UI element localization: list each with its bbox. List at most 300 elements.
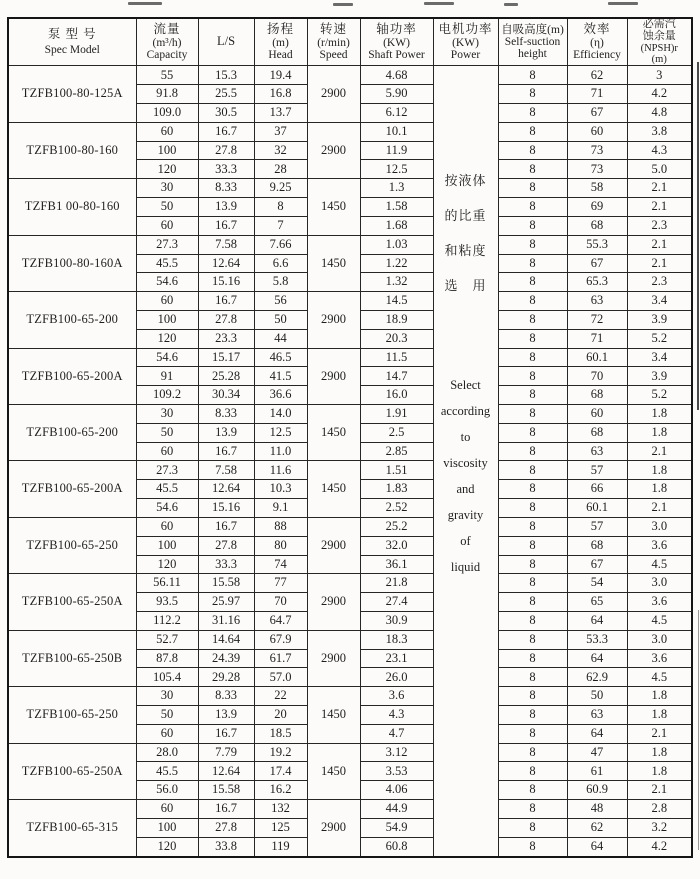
shaft-power-cell: 1.91 <box>360 405 433 424</box>
efficiency-cell: 68 <box>567 216 627 235</box>
header-speed-en: Speed <box>319 48 348 61</box>
header-suction-zh: 自吸高度(m) <box>501 23 564 36</box>
table-header <box>8 18 692 66</box>
self-suction-cell: 8 <box>498 593 567 612</box>
capacity-cell: 100 <box>136 818 198 837</box>
head-cell: 77 <box>254 574 307 593</box>
efficiency-cell: 47 <box>567 743 627 762</box>
head-cell: 8 <box>254 198 307 217</box>
npsh-cell: 1.8 <box>627 762 692 781</box>
ls-cell: 31.16 <box>198 611 254 630</box>
ls-cell: 16.7 <box>198 724 254 743</box>
npsh-cell: 5.2 <box>627 329 692 348</box>
capacity-cell: 100 <box>136 536 198 555</box>
head-cell: 41.5 <box>254 367 307 386</box>
capacity-cell: 54.6 <box>136 273 198 292</box>
shaft-power-cell: 6.12 <box>360 104 433 123</box>
npsh-cell: 4.2 <box>627 85 692 104</box>
ls-cell: 15.16 <box>198 499 254 518</box>
shaft-power-cell: 36.1 <box>360 555 433 574</box>
efficiency-cell: 72 <box>567 310 627 329</box>
model-cell: TZFB1 00-80-160 <box>8 179 136 235</box>
ls-cell: 15.3 <box>198 66 254 85</box>
efficiency-cell: 64 <box>567 724 627 743</box>
spec-row <box>8 800 692 819</box>
ls-cell: 8.33 <box>198 405 254 424</box>
model-cell: TZFB100-65-200A <box>8 461 136 517</box>
efficiency-cell: 60 <box>567 405 627 424</box>
speed-cell: 1450 <box>307 687 360 743</box>
head-cell: 20 <box>254 706 307 725</box>
head-cell: 17.4 <box>254 762 307 781</box>
spec-row <box>8 405 692 424</box>
head-cell: 37 <box>254 122 307 141</box>
efficiency-cell: 55.3 <box>567 235 627 254</box>
ls-cell: 12.64 <box>198 480 254 499</box>
ls-cell: 27.8 <box>198 536 254 555</box>
efficiency-cell: 57 <box>567 461 627 480</box>
header-motor-en: Power <box>450 48 481 61</box>
col-header-efficiency <box>567 18 627 66</box>
head-cell: 14.0 <box>254 405 307 424</box>
model-cell: TZFB100-65-250 <box>8 687 136 743</box>
efficiency-cell: 73 <box>567 141 627 160</box>
shaft-power-cell: 20.3 <box>360 329 433 348</box>
efficiency-cell: 71 <box>567 85 627 104</box>
ls-cell: 27.8 <box>198 141 254 160</box>
model-cell: TZFB100-65-200 <box>8 405 136 461</box>
pump-spec-table <box>7 17 693 858</box>
shaft-power-cell: 2.85 <box>360 442 433 461</box>
header-model-zh: 泵 型 号 <box>47 27 97 42</box>
efficiency-cell: 60 <box>567 122 627 141</box>
capacity-cell: 87.8 <box>136 649 198 668</box>
ls-cell: 33.8 <box>198 837 254 857</box>
header-speed-zh: 转速 <box>319 22 347 37</box>
header-model-en: Spec Model <box>44 43 100 56</box>
shaft-power-cell: 32.0 <box>360 536 433 555</box>
self-suction-cell: 8 <box>498 104 567 123</box>
note-line-zh: 按液体 <box>444 172 487 188</box>
shaft-power-cell: 1.3 <box>360 179 433 198</box>
capacity-cell: 60 <box>136 122 198 141</box>
shaft-power-cell: 1.32 <box>360 273 433 292</box>
note-line-zh: 选 用 <box>444 277 487 293</box>
model-cell: TZFB100-65-315 <box>8 800 136 857</box>
shaft-power-cell: 2.5 <box>360 423 433 442</box>
header-eff-zh: 效率 <box>583 22 611 37</box>
head-cell: 19.4 <box>254 66 307 85</box>
ls-cell: 15.16 <box>198 273 254 292</box>
header-head-en: Head <box>268 48 293 61</box>
head-cell: 64.7 <box>254 611 307 630</box>
efficiency-cell: 68 <box>567 536 627 555</box>
header-npsh-zh1: 必需汽 <box>642 18 676 30</box>
header-suction-en2: height <box>518 48 547 61</box>
head-cell: 6.6 <box>254 254 307 273</box>
col-header-self-suction <box>498 18 567 66</box>
npsh-cell: 3.0 <box>627 630 692 649</box>
ls-cell: 16.7 <box>198 216 254 235</box>
shaft-power-cell: 14.7 <box>360 367 433 386</box>
spec-row <box>8 461 692 480</box>
self-suction-cell: 8 <box>498 386 567 405</box>
self-suction-cell: 8 <box>498 800 567 819</box>
capacity-cell: 45.5 <box>136 762 198 781</box>
self-suction-cell: 8 <box>498 348 567 367</box>
ls-cell: 8.33 <box>198 179 254 198</box>
shaft-power-cell: 1.83 <box>360 480 433 499</box>
capacity-cell: 109.2 <box>136 386 198 405</box>
self-suction-cell: 8 <box>498 273 567 292</box>
spec-row <box>8 235 692 254</box>
note-line-en: Select <box>450 377 481 392</box>
spec-row <box>8 687 692 706</box>
npsh-cell: 1.8 <box>627 423 692 442</box>
ls-cell: 13.9 <box>198 423 254 442</box>
shaft-power-cell: 27.4 <box>360 593 433 612</box>
npsh-cell: 1.8 <box>627 405 692 424</box>
shaft-power-cell: 1.58 <box>360 198 433 217</box>
npsh-cell: 4.8 <box>627 104 692 123</box>
npsh-cell: 4.5 <box>627 555 692 574</box>
npsh-cell: 2.1 <box>627 254 692 273</box>
self-suction-cell: 8 <box>498 442 567 461</box>
npsh-cell: 1.8 <box>627 706 692 725</box>
header-head-unit: (m) <box>272 36 289 49</box>
shaft-power-cell: 1.51 <box>360 461 433 480</box>
capacity-cell: 100 <box>136 310 198 329</box>
npsh-cell: 3.0 <box>627 574 692 593</box>
capacity-cell: 45.5 <box>136 480 198 499</box>
speed-cell: 1450 <box>307 743 360 799</box>
model-cell: TZFB100-65-250A <box>8 574 136 630</box>
spec-row <box>8 743 692 762</box>
shaft-power-cell: 30.9 <box>360 611 433 630</box>
efficiency-cell: 53.3 <box>567 630 627 649</box>
note-en-block <box>434 372 498 580</box>
header-motor-zh: 电机功率 <box>438 22 493 37</box>
efficiency-cell: 63 <box>567 442 627 461</box>
head-cell: 10.3 <box>254 480 307 499</box>
head-cell: 74 <box>254 555 307 574</box>
model-cell: TZFB100-65-250A <box>8 743 136 799</box>
self-suction-cell: 8 <box>498 85 567 104</box>
header-capacity-en: Capacity <box>146 48 188 61</box>
head-cell: 19.2 <box>254 743 307 762</box>
note-line-zh: 的比重 <box>444 207 487 223</box>
header-motor-unit: (KW) <box>452 36 479 49</box>
capacity-cell: 93.5 <box>136 593 198 612</box>
efficiency-cell: 62 <box>567 66 627 85</box>
ls-cell: 16.7 <box>198 517 254 536</box>
shaft-power-cell: 14.5 <box>360 292 433 311</box>
spec-row <box>8 292 692 311</box>
capacity-cell: 60 <box>136 517 198 536</box>
head-cell: 56 <box>254 292 307 311</box>
model-cell: TZFB100-80-160 <box>8 122 136 178</box>
head-cell: 50 <box>254 310 307 329</box>
npsh-cell: 2.1 <box>627 442 692 461</box>
speed-cell: 1450 <box>307 179 360 235</box>
efficiency-cell: 57 <box>567 517 627 536</box>
shaft-power-cell: 18.9 <box>360 310 433 329</box>
spec-row <box>8 630 692 649</box>
efficiency-cell: 60.9 <box>567 781 627 800</box>
npsh-cell: 1.8 <box>627 743 692 762</box>
npsh-cell: 3.4 <box>627 348 692 367</box>
capacity-cell: 50 <box>136 706 198 725</box>
head-cell: 80 <box>254 536 307 555</box>
npsh-cell: 5.2 <box>627 386 692 405</box>
capacity-cell: 120 <box>136 837 198 857</box>
self-suction-cell: 8 <box>498 781 567 800</box>
head-cell: 7 <box>254 216 307 235</box>
efficiency-cell: 50 <box>567 687 627 706</box>
npsh-cell: 4.5 <box>627 611 692 630</box>
ls-cell: 30.5 <box>198 104 254 123</box>
scan-artifact-dash <box>128 2 162 5</box>
ls-cell: 16.7 <box>198 800 254 819</box>
head-cell: 67.9 <box>254 630 307 649</box>
note-line-en: according <box>440 403 491 418</box>
self-suction-cell: 8 <box>498 555 567 574</box>
shaft-power-cell: 21.8 <box>360 574 433 593</box>
self-suction-cell: 8 <box>498 179 567 198</box>
motor-power-note-cell <box>433 66 498 857</box>
head-cell: 16.2 <box>254 781 307 800</box>
ls-cell: 13.9 <box>198 706 254 725</box>
capacity-cell: 45.5 <box>136 254 198 273</box>
header-shaft-en: Shaft Power <box>368 48 425 61</box>
head-cell: 57.0 <box>254 668 307 687</box>
efficiency-cell: 63 <box>567 292 627 311</box>
shaft-power-cell: 23.1 <box>360 649 433 668</box>
col-header-capacity <box>136 18 198 66</box>
shaft-power-cell: 54.9 <box>360 818 433 837</box>
capacity-cell: 60 <box>136 442 198 461</box>
capacity-cell: 60 <box>136 800 198 819</box>
note-line-en: viscosity <box>443 455 488 470</box>
shaft-power-cell: 4.68 <box>360 66 433 85</box>
note-line-zh: 和粘度 <box>444 242 487 258</box>
capacity-cell: 27.3 <box>136 235 198 254</box>
shaft-power-cell: 1.22 <box>360 254 433 273</box>
header-eff-unit: (η) <box>590 36 604 49</box>
efficiency-cell: 62 <box>567 818 627 837</box>
speed-cell: 2900 <box>307 800 360 857</box>
col-header-model <box>8 18 136 66</box>
self-suction-cell: 8 <box>498 818 567 837</box>
model-cell: TZFB100-80-160A <box>8 235 136 291</box>
capacity-cell: 60 <box>136 292 198 311</box>
npsh-cell: 3.6 <box>627 593 692 612</box>
efficiency-cell: 69 <box>567 198 627 217</box>
self-suction-cell: 8 <box>498 160 567 179</box>
ls-cell: 8.33 <box>198 687 254 706</box>
npsh-cell: 3.2 <box>627 818 692 837</box>
npsh-cell: 3.8 <box>627 122 692 141</box>
ls-cell: 16.7 <box>198 122 254 141</box>
head-cell: 70 <box>254 593 307 612</box>
shaft-power-cell: 2.52 <box>360 499 433 518</box>
shaft-power-cell: 5.90 <box>360 85 433 104</box>
header-shaft-zh: 轴功率 <box>376 22 417 37</box>
head-cell: 11.6 <box>254 461 307 480</box>
speed-cell: 1450 <box>307 461 360 517</box>
note-line-en: gravity <box>447 507 484 522</box>
head-cell: 5.8 <box>254 273 307 292</box>
col-header-motor-power <box>433 18 498 66</box>
capacity-cell: 50 <box>136 198 198 217</box>
efficiency-cell: 66 <box>567 480 627 499</box>
self-suction-cell: 8 <box>498 405 567 424</box>
scan-artifact-dash <box>424 2 454 5</box>
ls-cell: 12.64 <box>198 254 254 273</box>
shaft-power-cell: 3.12 <box>360 743 433 762</box>
self-suction-cell: 8 <box>498 122 567 141</box>
scan-artifact-dash <box>333 3 353 6</box>
capacity-cell: 109.0 <box>136 104 198 123</box>
ls-cell: 7.79 <box>198 743 254 762</box>
note-line-en: to <box>460 429 471 444</box>
npsh-cell: 3.4 <box>627 292 692 311</box>
ls-cell: 27.8 <box>198 818 254 837</box>
efficiency-cell: 60.1 <box>567 348 627 367</box>
capacity-cell: 100 <box>136 141 198 160</box>
efficiency-cell: 67 <box>567 254 627 273</box>
header-npsh-zh2: 蚀余量 <box>642 29 676 42</box>
head-cell: 44 <box>254 329 307 348</box>
self-suction-cell: 8 <box>498 367 567 386</box>
header-capacity-zh: 流量 <box>153 22 181 37</box>
capacity-cell: 60 <box>136 724 198 743</box>
capacity-cell: 30 <box>136 687 198 706</box>
self-suction-cell: 8 <box>498 762 567 781</box>
spec-row <box>8 574 692 593</box>
efficiency-cell: 64 <box>567 837 627 857</box>
scan-artifact-dash <box>608 2 638 5</box>
ls-cell: 33.3 <box>198 160 254 179</box>
ls-cell: 16.7 <box>198 292 254 311</box>
self-suction-cell: 8 <box>498 461 567 480</box>
header-head-zh: 扬程 <box>266 22 294 37</box>
head-cell: 22 <box>254 687 307 706</box>
npsh-cell: 5.0 <box>627 160 692 179</box>
speed-cell: 2900 <box>307 630 360 686</box>
self-suction-cell: 8 <box>498 66 567 85</box>
npsh-cell: 3.0 <box>627 517 692 536</box>
npsh-cell: 2.1 <box>627 198 692 217</box>
npsh-cell: 1.8 <box>627 687 692 706</box>
head-cell: 132 <box>254 800 307 819</box>
header-row <box>8 18 692 66</box>
npsh-cell: 3.6 <box>627 536 692 555</box>
self-suction-cell: 8 <box>498 499 567 518</box>
npsh-cell: 3.9 <box>627 367 692 386</box>
capacity-cell: 54.6 <box>136 499 198 518</box>
header-capacity-unit: (m³/h) <box>152 36 182 49</box>
model-cell: TZFB100-65-200A <box>8 348 136 404</box>
note-line-en: liquid <box>450 559 481 574</box>
model-cell: TZFB100-80-125A <box>8 66 136 122</box>
self-suction-cell: 8 <box>498 706 567 725</box>
spec-row <box>8 348 692 367</box>
npsh-cell: 4.2 <box>627 837 692 857</box>
head-cell: 9.25 <box>254 179 307 198</box>
self-suction-cell: 8 <box>498 668 567 687</box>
head-cell: 18.5 <box>254 724 307 743</box>
ls-cell: 14.64 <box>198 630 254 649</box>
capacity-cell: 52.7 <box>136 630 198 649</box>
speed-cell: 2900 <box>307 122 360 178</box>
capacity-cell: 56.0 <box>136 781 198 800</box>
scan-edge-line <box>697 62 699 410</box>
shaft-power-cell: 44.9 <box>360 800 433 819</box>
ls-cell: 24.39 <box>198 649 254 668</box>
head-cell: 36.6 <box>254 386 307 405</box>
npsh-cell: 3.6 <box>627 649 692 668</box>
capacity-cell: 60 <box>136 216 198 235</box>
scan-artifact-dash <box>504 3 518 6</box>
ls-cell: 7.58 <box>198 461 254 480</box>
self-suction-cell: 8 <box>498 687 567 706</box>
capacity-cell: 30 <box>136 179 198 198</box>
capacity-cell: 55 <box>136 66 198 85</box>
col-header-npsh <box>627 18 692 66</box>
shaft-power-cell: 18.3 <box>360 630 433 649</box>
self-suction-cell: 8 <box>498 743 567 762</box>
self-suction-cell: 8 <box>498 574 567 593</box>
self-suction-cell: 8 <box>498 517 567 536</box>
speed-cell: 2900 <box>307 574 360 630</box>
shaft-power-cell: 25.2 <box>360 517 433 536</box>
model-cell: TZFB100-65-250 <box>8 517 136 573</box>
capacity-cell: 120 <box>136 555 198 574</box>
capacity-cell: 56.11 <box>136 574 198 593</box>
shaft-power-cell: 1.03 <box>360 235 433 254</box>
note-line-en: of <box>460 533 471 548</box>
efficiency-cell: 67 <box>567 104 627 123</box>
header-speed-unit: (r/min) <box>317 36 350 49</box>
ls-cell: 16.7 <box>198 442 254 461</box>
spec-table-body <box>8 66 692 857</box>
shaft-power-cell: 16.0 <box>360 386 433 405</box>
efficiency-cell: 64 <box>567 649 627 668</box>
self-suction-cell: 8 <box>498 630 567 649</box>
self-suction-cell: 8 <box>498 611 567 630</box>
shaft-power-cell: 11.5 <box>360 348 433 367</box>
npsh-cell: 2.1 <box>627 235 692 254</box>
col-header-shaft-power <box>360 18 433 66</box>
efficiency-cell: 63 <box>567 706 627 725</box>
self-suction-cell: 8 <box>498 292 567 311</box>
shaft-power-cell: 11.9 <box>360 141 433 160</box>
ls-cell: 13.9 <box>198 198 254 217</box>
model-cell: TZFB100-65-250B <box>8 630 136 686</box>
self-suction-cell: 8 <box>498 198 567 217</box>
shaft-power-cell: 3.53 <box>360 762 433 781</box>
motor-power-note <box>434 66 498 580</box>
ls-cell: 7.58 <box>198 235 254 254</box>
spec-row <box>8 179 692 198</box>
header-suction-en1: Self-suction <box>504 36 561 48</box>
efficiency-cell: 70 <box>567 367 627 386</box>
capacity-cell: 50 <box>136 423 198 442</box>
col-header-ls <box>198 18 254 66</box>
self-suction-cell: 8 <box>498 216 567 235</box>
npsh-cell: 2.8 <box>627 800 692 819</box>
